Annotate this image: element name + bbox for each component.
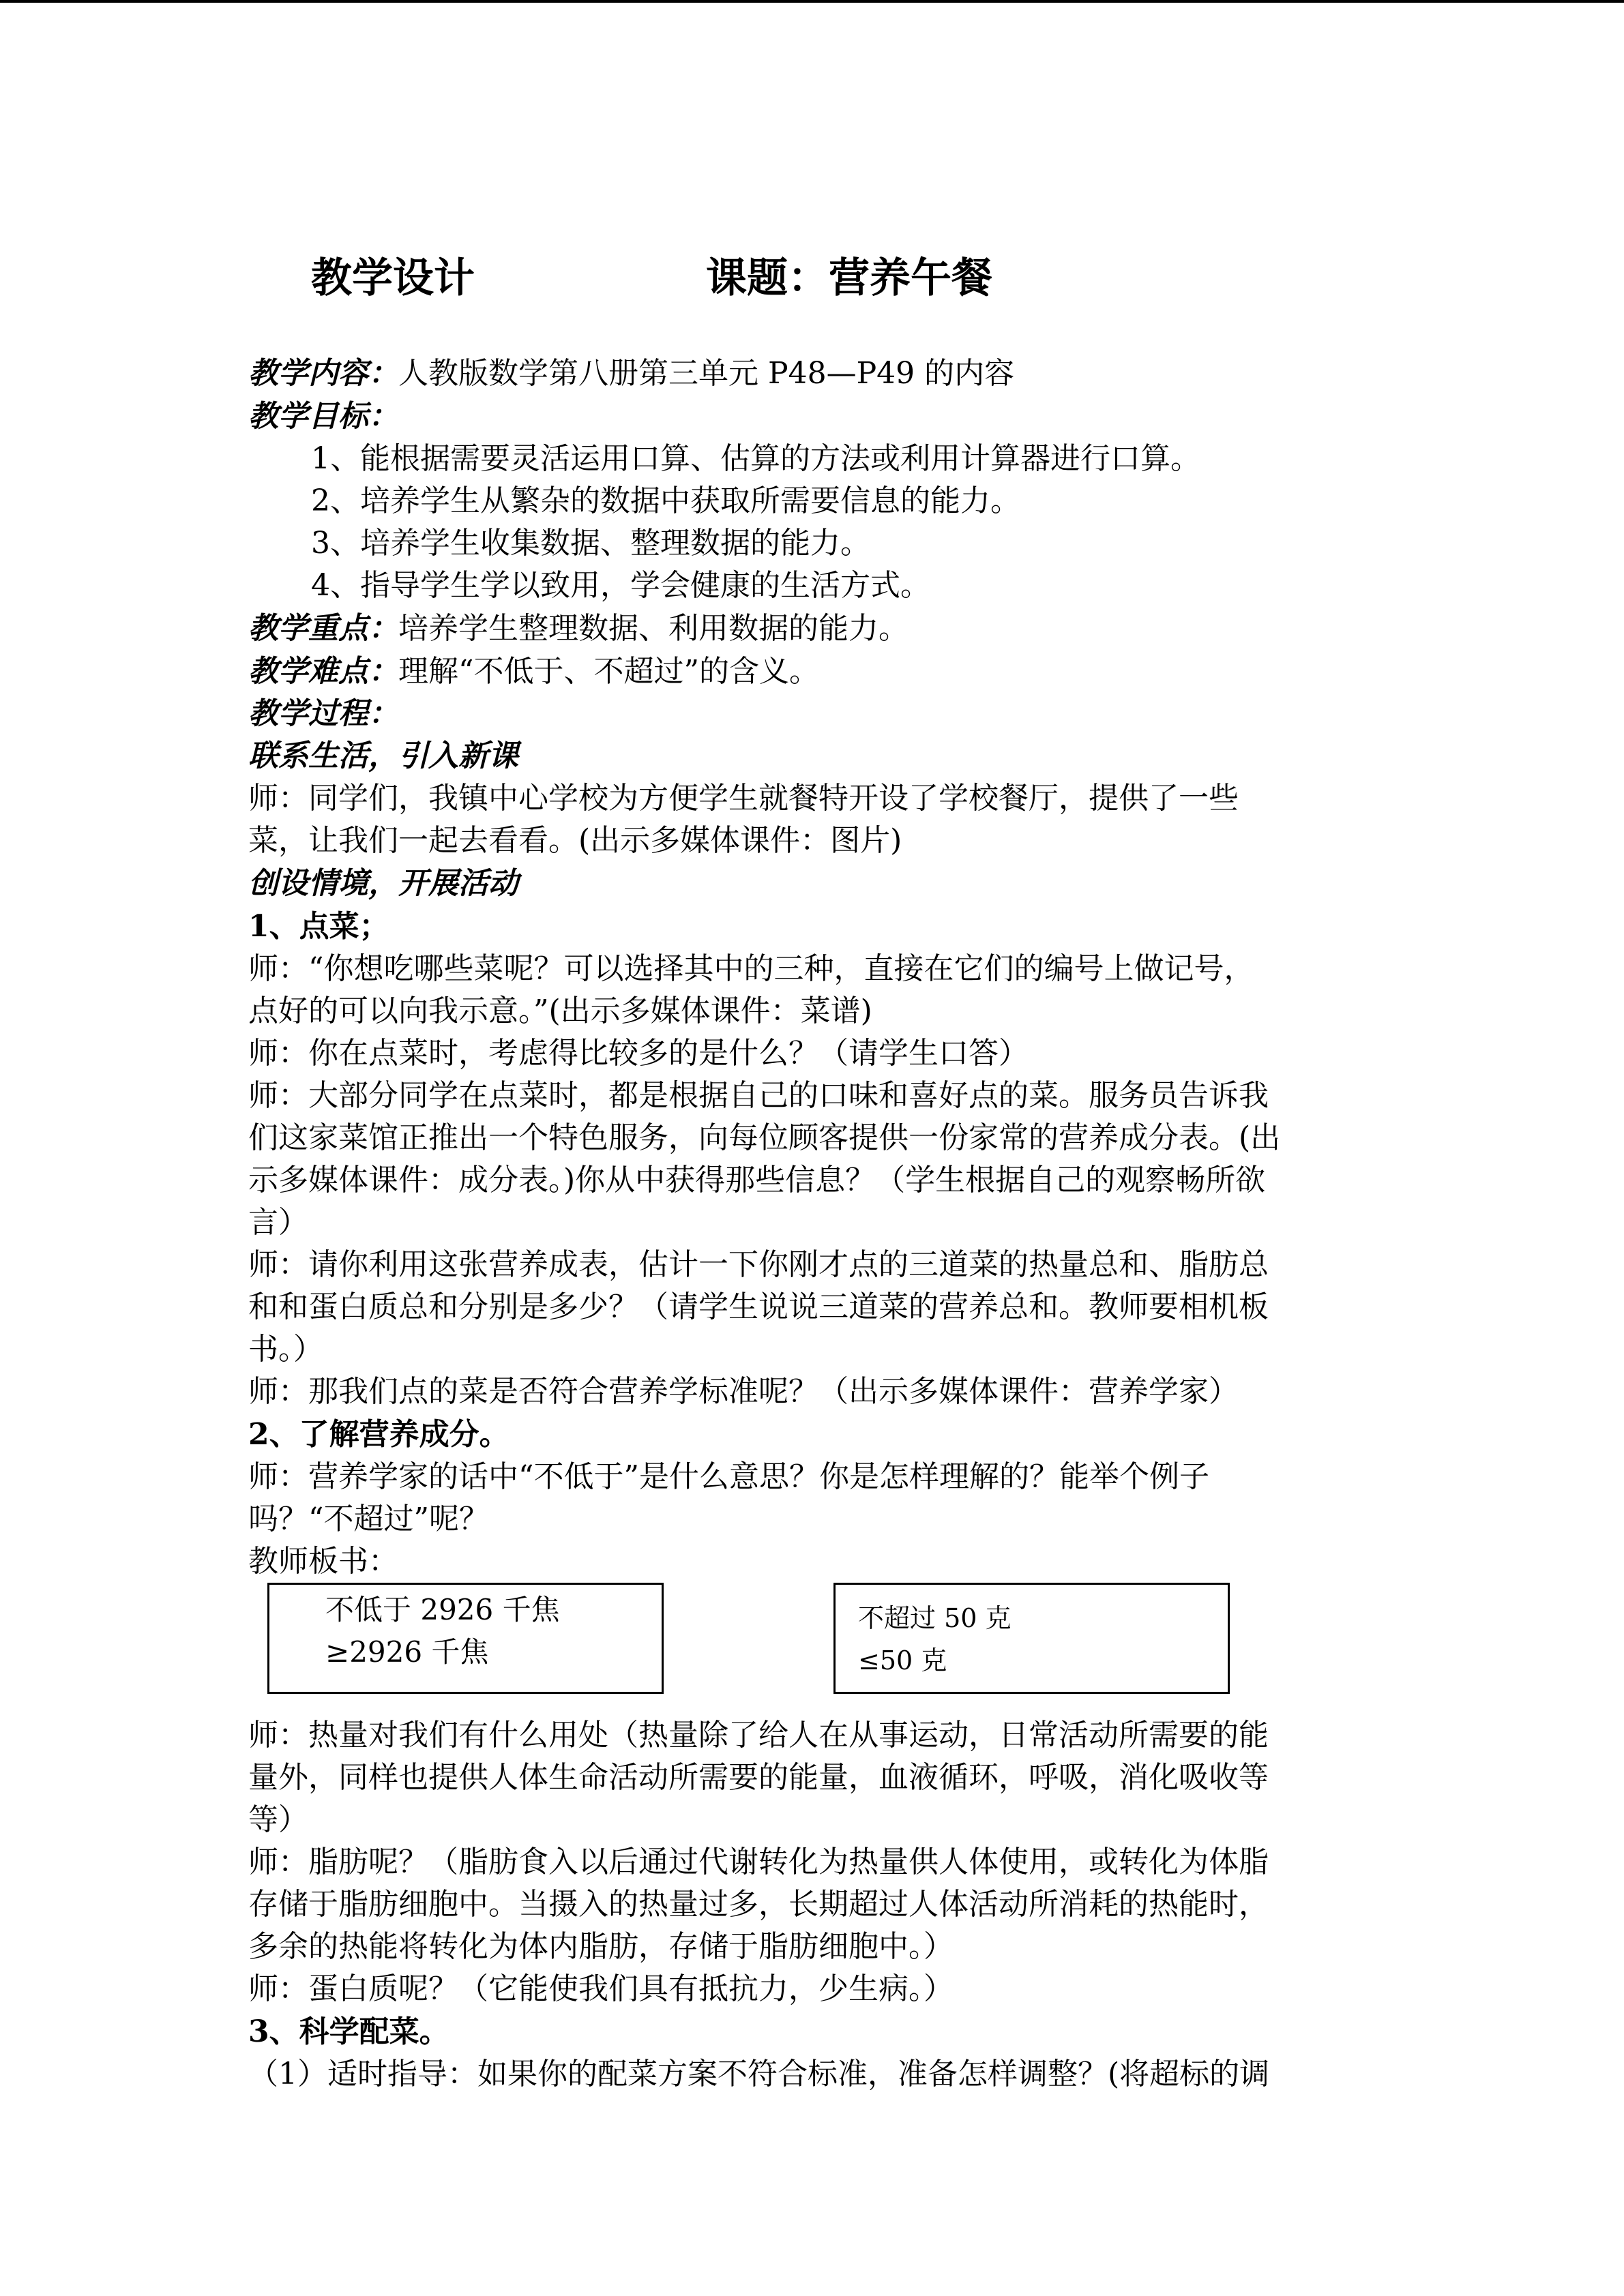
paragraph-line: 点好的可以向我示意。”(出示多媒体课件：菜谱): [248, 994, 872, 1028]
step-heading: 1、点菜；: [248, 909, 389, 944]
difficulty-label: 教学难点：: [248, 654, 398, 689]
paragraph-line: 言）: [248, 1205, 308, 1240]
goal-item: 1、能根据需要灵活运用口算、估算的方法或利用计算器进行口算。: [311, 441, 1200, 476]
paragraph-line: 和和蛋白质总和分别是多少？（请学生说说三道菜的营养总和。教师要相机板: [248, 1289, 1269, 1324]
step-heading: 3、科学配菜。: [248, 2014, 449, 2049]
paragraph-line: 师：大部分同学在点菜时，都是根据自己的口味和喜好点的菜。服务员告诉我: [248, 1078, 1269, 1113]
teaching-content: [248, 353, 1014, 395]
paragraph-line: 示多媒体课件：成分表。)你从中获得那些信息？（学生根据自己的观察畅所欲: [248, 1163, 1266, 1197]
board-box-max-fat: [833, 1583, 1230, 1694]
key-point-text: 培养学生整理数据、利用数据的能力。: [398, 611, 909, 646]
board-text: 不低于 2926 千焦: [325, 1593, 560, 1626]
paragraph-line: （1）适时指导：如果你的配菜方案不符合标准，准备怎样调整？(将超标的调: [248, 2057, 1270, 2091]
page-top-border: [0, 0, 1624, 3]
board-text: ≥2926 千焦: [325, 1635, 489, 1669]
paragraph-line: 师：蛋白质呢？（它能使我们具有抵抗力，少生病。）: [248, 1971, 954, 2006]
document-title: 教学设计: [311, 254, 475, 302]
step-heading: 2、了解营养成分。: [248, 1417, 510, 1452]
key-point: [248, 608, 909, 650]
board-text: ≤50 克: [858, 1645, 947, 1675]
paragraph-line: 师：脂肪呢？（脂肪食入以后通过代谢转化为热量供人体使用，或转化为体脂: [248, 1845, 1269, 1879]
difficulty-text: 理解“不低于、不超过”的含义。: [398, 654, 819, 689]
board-box-min-energy: [267, 1583, 664, 1694]
paragraph-line: 存储于脂肪细胞中。当摄入的热量过多，长期超过人体活动所消耗的热能时，: [248, 1887, 1269, 1922]
goal-item: 3、培养学生收集数据、整理数据的能力。: [311, 526, 870, 561]
section-heading: 联系生活，引入新课: [248, 739, 518, 773]
paragraph-line: 量外，同样也提供人体生命活动所需要的能量，血液循环，呼吸，消化吸收等: [248, 1760, 1269, 1795]
paragraph-line: 师：同学们，我镇中心学校为方便学生就餐特开设了学校餐厅，提供了一些: [248, 781, 1239, 816]
paragraph-line: 师：那我们点的菜是否符合营养学标准呢？（出示多媒体课件：营养学家）: [248, 1374, 1239, 1409]
paragraph-line: 师：营养学家的话中“不低于”是什么意思？你是怎样理解的？能举个例子: [248, 1459, 1209, 1494]
goal-item: 4、指导学生学以致用，学会健康的生活方式。: [311, 568, 930, 603]
key-point-label: 教学重点：: [248, 611, 398, 646]
paragraph-line: 书。）: [248, 1332, 323, 1367]
teaching-content-label: 教学内容：: [248, 356, 398, 391]
teaching-content-text: 人教版数学第八册第三单元 P48—P49 的内容: [398, 356, 1015, 391]
paragraph-line: 多余的热能将转化为体内脂肪，存储于脂肪细胞中。）: [248, 1929, 954, 1964]
paragraph-line: 师：“你想吃哪些菜呢？可以选择其中的三种，直接在它们的编号上做记号，: [248, 951, 1254, 986]
paragraph-line: 师：你在点菜时，考虑得比较多的是什么？（请学生口答）: [248, 1036, 1029, 1071]
paragraph-line: 教师板书：: [248, 1544, 398, 1579]
paragraph-line: 们这家菜馆正推出一个特色服务，向每位顾客提供一份家常的营养成分表。(出: [248, 1120, 1281, 1155]
difficulty: [248, 651, 819, 693]
section-heading: 创设情境，开展活动: [248, 866, 518, 901]
paragraph-line: 菜，让我们一起去看看。(出示多媒体课件：图片): [248, 823, 902, 858]
lesson-topic-title: 课题：营养午餐: [706, 254, 992, 302]
board-text: 不超过 50 克: [858, 1603, 1012, 1633]
paragraph-line: 等）: [248, 1802, 308, 1837]
process-label: 教学过程：: [248, 696, 398, 731]
paragraph-line: 师：热量对我们有什么用处（热量除了给人在从事运动，日常活动所需要的能: [248, 1718, 1269, 1753]
goal-item: 2、培养学生从繁杂的数据中获取所需要信息的能力。: [311, 483, 1020, 518]
teaching-goals-label: 教学目标：: [248, 399, 398, 434]
paragraph-line: 吗？“不超过”呢？: [248, 1502, 489, 1536]
paragraph-line: 师：请你利用这张营养成表，估计一下你刚才点的三道菜的热量总和、脂肪总: [248, 1247, 1269, 1282]
